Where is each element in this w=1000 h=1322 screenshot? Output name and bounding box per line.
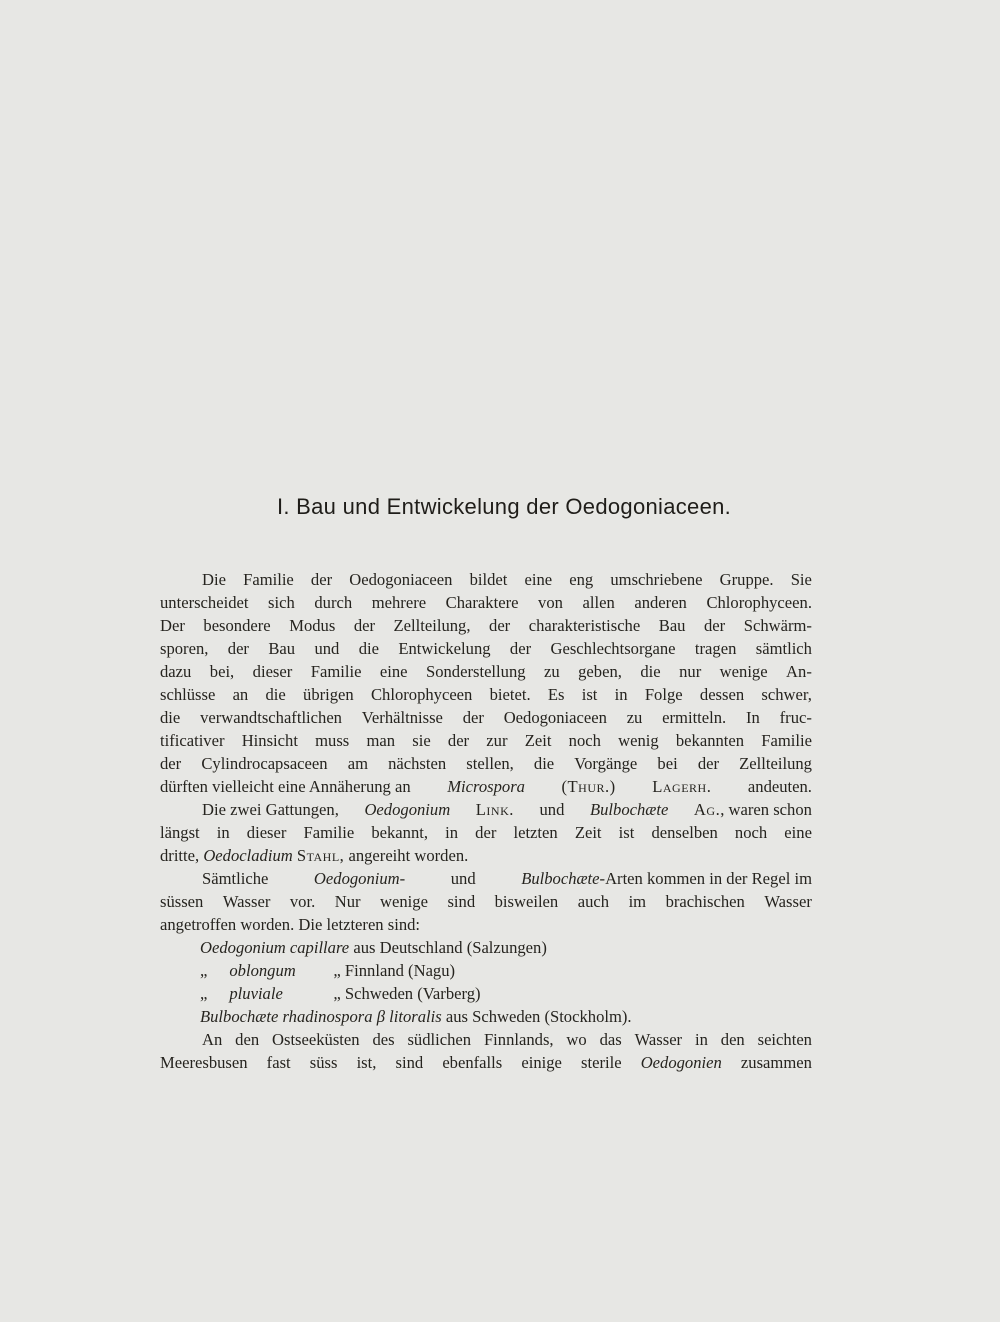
text-line [160,867,812,890]
word: tragen [694,639,737,658]
taxon-name: oblongum [229,961,296,980]
word: süssen [160,892,204,911]
word: süss [309,1053,338,1072]
text-run: zusammen [740,1053,812,1072]
text-run: Sämtliche [202,869,269,888]
word: das [599,1030,622,1049]
text-line [160,729,812,752]
word: Finnlands, [483,1030,554,1049]
word: Entwickelung [398,639,491,658]
word: längst [160,823,200,842]
word: sie [412,731,431,750]
species-line [160,1005,812,1028]
word: Sonderstellung [425,662,526,681]
word: schlüsse [160,685,216,704]
word: der [489,616,511,635]
word: Meeresbusen [160,1053,248,1072]
author-abbrev: Lagerh. [652,777,712,796]
word: tificativer [160,731,225,750]
text-line [160,706,812,729]
word: ermitteln. [662,708,727,727]
word: anderen [634,593,687,612]
author-abbrev: (Thur.) [561,777,616,796]
author-abbrev: Stahl, [296,846,345,865]
word: Modus [289,616,336,635]
word: an [232,685,249,704]
word: muss [315,731,350,750]
word: vor. [289,892,316,911]
word: sind [395,1053,424,1072]
word: bekannt, [371,823,429,842]
word: auch [577,892,610,911]
word: zur [486,731,508,750]
word: dieser [246,823,287,842]
locality: aus Schweden (Stockholm). [445,1007,632,1026]
word: An [202,1030,223,1049]
text-run: Die zwei Gattungen, [202,800,339,819]
text-line [160,568,812,591]
text-run: Arten kommen in der Regel im [605,869,812,888]
word: Zellteilung [739,754,812,773]
taxon-name: Oedogonium [364,800,451,819]
text-line [160,1051,812,1074]
word: Vorgänge [574,754,638,773]
taxon-name: Bulbochæte [589,800,669,819]
word: brachischen [665,892,745,911]
word: der [704,616,726,635]
ditto-mark: „ [333,984,341,1003]
word: übrigen [303,685,354,704]
word: die [160,708,181,727]
word: der [475,823,497,842]
word: Wasser [764,892,812,911]
taxon-name: Bulbochæte- [521,869,606,888]
word: die [533,754,555,773]
word: umschriebene [610,570,703,589]
word: eng [569,570,594,589]
word: im [628,892,647,911]
taxon-name: pluviale [229,984,283,1003]
section-heading: I. Bau und Entwickelung der Oedogoniaceen. [276,494,732,519]
word: ebenfalls [442,1053,503,1072]
word: dessen [699,685,745,704]
word: Chlorophyceen [370,685,473,704]
taxon-name: Oedogonien [640,1053,722,1072]
ditto-mark: „ [333,961,341,980]
word: Charaktere [445,593,519,612]
word: bei [657,754,678,773]
text-line [160,683,812,706]
word: wenige [719,662,768,681]
word: eine [524,570,553,589]
word: die [358,639,379,658]
word: in [445,823,459,842]
word: Bau [658,616,686,635]
taxon-name: Oedogonium- [313,869,406,888]
word: südlichen [407,1030,472,1049]
word: Familie [243,570,294,589]
word: eine [784,823,812,842]
word: Ostseeküsten [272,1030,360,1049]
text-run: dürften vielleicht eine Annäherung an [160,777,411,796]
word: Familie [303,823,355,842]
word: mehrere [371,593,427,612]
word: schwer, [761,685,812,704]
word: von [538,593,563,612]
text-line [160,591,812,614]
word: durch [314,593,353,612]
word: dazu [160,662,192,681]
word: sämtlich [755,639,812,658]
text-run: andeuten. [747,777,812,796]
author-abbrev: Link. [475,800,514,819]
species-line [160,936,812,959]
word: noch [734,823,768,842]
text-run: angereiht worden. [348,846,469,865]
locality: Schweden (Varberg) [344,984,481,1003]
author-abbrev: Ag. [693,800,721,819]
word: eine [379,662,408,681]
taxon-name: Oedocladium [203,846,293,865]
word: In [746,708,760,727]
text-line [160,637,812,660]
word: die [640,662,661,681]
text-line [160,844,812,867]
word: noch [568,731,601,750]
word: der [697,754,720,773]
word: den [235,1030,260,1049]
word: der [227,639,249,658]
word: An- [786,662,812,681]
word: Es [547,685,565,704]
word: Wasser [634,1030,683,1049]
word: denselben [651,823,718,842]
species-line [160,959,812,982]
word: ist [618,823,635,842]
word: der [310,570,333,589]
word: Familie [761,731,812,750]
word: bisweilen [494,892,559,911]
word: wenige [380,892,428,911]
word: Familie [310,662,362,681]
word: sich [268,593,295,612]
species-line [160,982,812,1005]
word: bildet [469,570,508,589]
word: Geschlechtsorgane [550,639,676,658]
text-line [160,660,812,683]
word: nur [679,662,702,681]
word: allen [582,593,615,612]
word: Gruppe. [719,570,774,589]
word: Wasser [222,892,271,911]
ditto-mark: „ [200,984,208,1003]
text-line [160,913,812,936]
text-line [160,821,812,844]
word: Oedogoniaceen [349,570,453,589]
word: sind [447,892,476,911]
word: ist, [356,1053,377,1072]
word: sterile [581,1053,622,1072]
word: der [509,639,532,658]
word: Sie [790,570,812,589]
word: Bau [268,639,296,658]
word: ist [581,685,598,704]
word: Die [202,570,226,589]
word: Cylindrocapsaceen [201,754,328,773]
word: bei, [209,662,235,681]
word: Nur [334,892,361,911]
text-line [160,752,812,775]
text-run: und [539,800,565,819]
body-text [160,568,812,1074]
word: nächsten [388,754,447,773]
word: Oedogoniaceen [503,708,607,727]
text-line [160,614,812,637]
word: dieser [252,662,293,681]
word: Zeit [524,731,552,750]
word: des [372,1030,395,1049]
text-line [160,890,812,913]
locality: aus Deutschland (Salzungen) [353,938,547,957]
word: man [366,731,396,750]
word: der [447,731,470,750]
text-line [160,1028,812,1051]
word: wo [566,1030,587,1049]
text-run: dritte, [160,846,200,865]
taxon-name: Oedogonium capillare [200,938,350,957]
text-run: angetroffen worden. Die letzteren sind: [160,915,421,934]
word: seichten [757,1030,812,1049]
word: Zellteilung, [393,616,471,635]
word: Chlorophyceen. [706,593,812,612]
word: charakteristische [528,616,641,635]
text-line [160,798,812,821]
ditto-mark: „ [200,961,208,980]
word: sporen, [160,639,209,658]
word: bekannten [675,731,745,750]
word: wenig [618,731,659,750]
word: Folge [644,685,683,704]
word: verwandtschaftlichen [200,708,342,727]
word: den [720,1030,745,1049]
locality: Finnland (Nagu) [344,961,456,980]
word: Hinsicht [241,731,298,750]
word: geben, [578,662,622,681]
word: stellen, [466,754,514,773]
taxon-name: Bulbochæte rhadinospora β litoralis [200,1007,442,1026]
word: zu [626,708,643,727]
word: der [160,754,182,773]
text-run: und [450,869,476,888]
word: die [265,685,286,704]
word: der [353,616,376,635]
word: Der [160,616,185,635]
text-run: , waren schon [720,800,812,819]
word: fast [266,1053,291,1072]
word: der [462,708,484,727]
word: bietet. [489,685,531,704]
word: und [314,639,340,658]
word: Verhältnisse [361,708,443,727]
word: fruc- [779,708,812,727]
word: in [216,823,230,842]
word: einige [521,1053,562,1072]
word: Zeit [574,823,602,842]
text-line [160,775,812,798]
word: besondere [203,616,271,635]
word: unterscheidet [160,593,249,612]
word: zu [544,662,560,681]
taxon-name: Microspora [447,777,525,796]
word: in [694,1030,708,1049]
word: in [614,685,628,704]
word: Schwärm- [743,616,812,635]
word: am [347,754,368,773]
word: letzten [513,823,558,842]
